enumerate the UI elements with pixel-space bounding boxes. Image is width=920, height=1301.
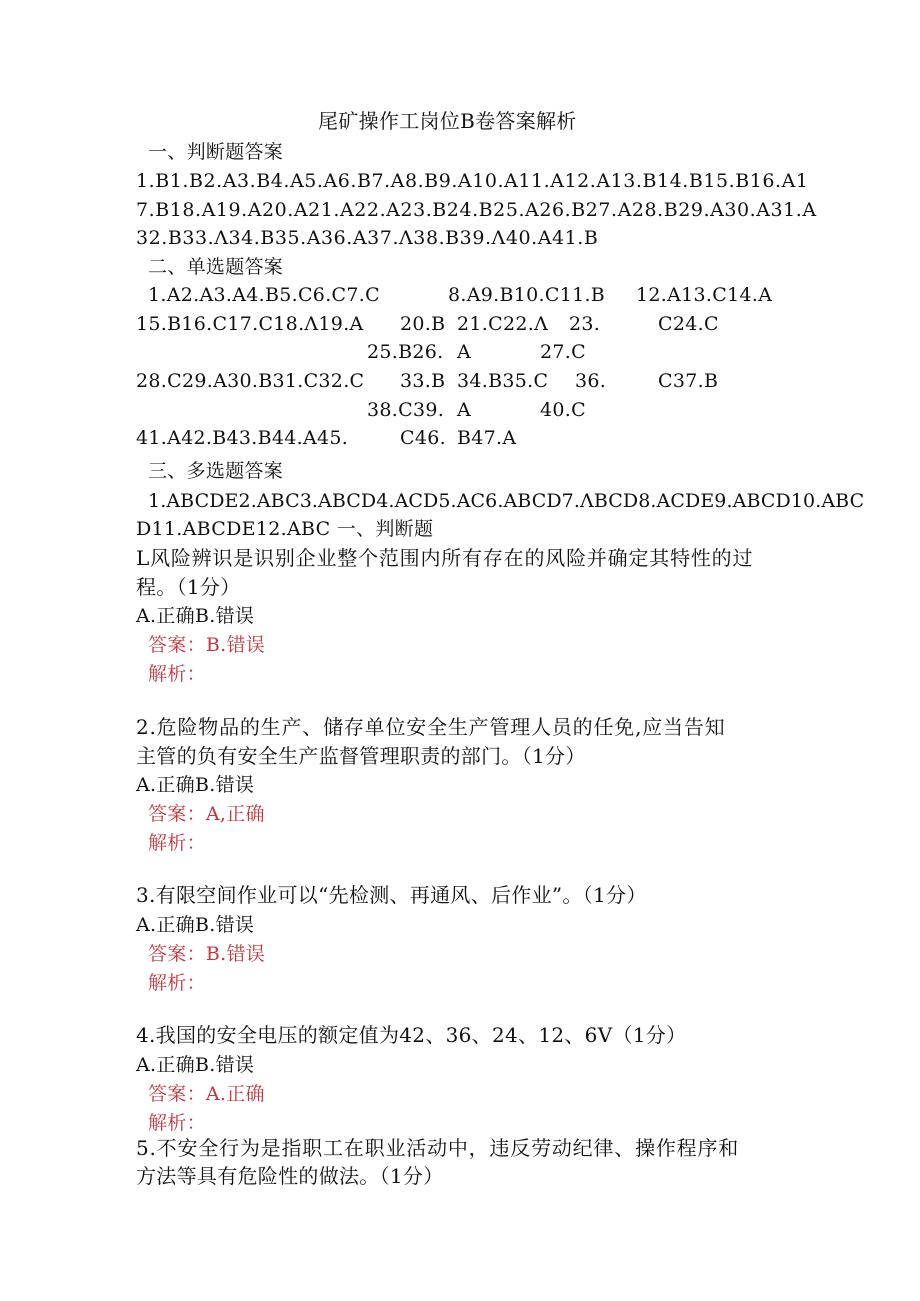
multi-choice-answers-line: 1.ABCDE2.ABC3.ABCD4.ACD5.AC6.ABCD7.ΛBCD8.ACDE9.ABCD10.ABC (148, 490, 865, 512)
question-text: 5.不安全行为是指职工在职业活动中，违反劳动纪律、操作程序和 (136, 1136, 740, 1160)
single-choice-answers: 12.A13.C14.A (636, 284, 773, 306)
answer-text: 答案：A.正确 (148, 1083, 265, 1105)
single-choice-answers: 38.C39. (367, 399, 445, 421)
question-text: 2.危险物品的生产、储存单位安全生产管理人员的任免,应当告知 (136, 715, 726, 739)
section-single-choice-heading: 二、单选题答案 (148, 256, 284, 278)
judgment-answers-line: 7.B18.A19.A20.A21.A22.A23.B24.B25.A26.B27.A28.B29.A30.A31.A (136, 199, 817, 221)
analysis-label: 解析： (148, 832, 206, 854)
single-choice-answers: 15.B16.C17.C18.Λ19.A (136, 313, 364, 335)
question-options: A.正确B.错误 (136, 1054, 255, 1076)
answer-text: 答案：A,正确 (148, 803, 265, 825)
single-choice-answers: 36. (575, 370, 607, 392)
question-text: 主管的负有安全生产监督管理职责的部门。（1分） (136, 744, 586, 768)
single-choice-answers: 41.A42.B43.B44.A45. (136, 427, 349, 449)
single-choice-answers: C46. (400, 427, 446, 449)
single-choice-answers: A (457, 399, 472, 421)
single-choice-answers: 34.B35.C (457, 370, 549, 392)
single-choice-answers: B47.A (457, 427, 517, 449)
judgment-answers-line: 32.B33.Λ34.B35.A36.A37.Λ38.B39.Λ40.A41.B (136, 227, 599, 249)
multi-choice-answers-line: D11.ABCDE12.ABC 一、判断题 (136, 518, 434, 540)
question-text: 方法等具有危险性的做法。（1分） (136, 1164, 444, 1188)
single-choice-answers: 20.B (400, 313, 446, 335)
analysis-label: 解析： (148, 1112, 206, 1134)
single-choice-answers: 21.C22.Λ (457, 313, 549, 335)
analysis-label: 解析： (148, 663, 206, 685)
document-title: 尾矿操作工岗位B卷答案解析 (318, 109, 577, 133)
single-choice-answers: 8.A9.B10.C11.B (448, 284, 606, 306)
answer-text: 答案：B.错误 (148, 634, 266, 656)
single-choice-answers: 40.C (540, 399, 586, 421)
analysis-label: 解析： (148, 972, 206, 994)
question-options: A.正确B.错误 (136, 774, 255, 796)
section-judgment-heading: 一、判断题答案 (148, 141, 284, 163)
section-multi-choice-heading: 三、多选题答案 (148, 460, 284, 482)
single-choice-answers: C24.C (658, 313, 719, 335)
question-options: A.正确B.错误 (136, 914, 255, 936)
single-choice-answers: C37.B (658, 370, 719, 392)
single-choice-answers: 1.A2.A3.A4.B5.C6.C7.C (148, 284, 380, 306)
question-text: 4.我国的安全电压的额定值为42、36、24、12、6V（1分） (136, 1023, 687, 1047)
question-text: L风险辨识是识别企业整个范围内所有存在的风险并确定其特性的过 (136, 546, 754, 570)
single-choice-answers: 33.B (400, 370, 446, 392)
question-text: 3.有限空间作业可以“先检测、再通风、后作业”。（1分） (136, 883, 647, 907)
single-choice-answers: 25.B26. (367, 341, 444, 363)
judgment-answers-line: 1.B1.B2.A3.B4.A5.A6.B7.A8.B9.A10.A11.A12.A13.B14.B15.B16.A1 (136, 170, 809, 192)
single-choice-answers: 27.C (540, 341, 586, 363)
single-choice-answers: A (457, 341, 472, 363)
question-text: 程。（1分） (136, 575, 241, 599)
single-choice-answers: 28.C29.A30.B31.C32.C (136, 370, 365, 392)
answer-text: 答案：B.错误 (148, 943, 266, 965)
question-options: A.正确B.错误 (136, 605, 255, 627)
single-choice-answers: 23. (569, 313, 601, 335)
